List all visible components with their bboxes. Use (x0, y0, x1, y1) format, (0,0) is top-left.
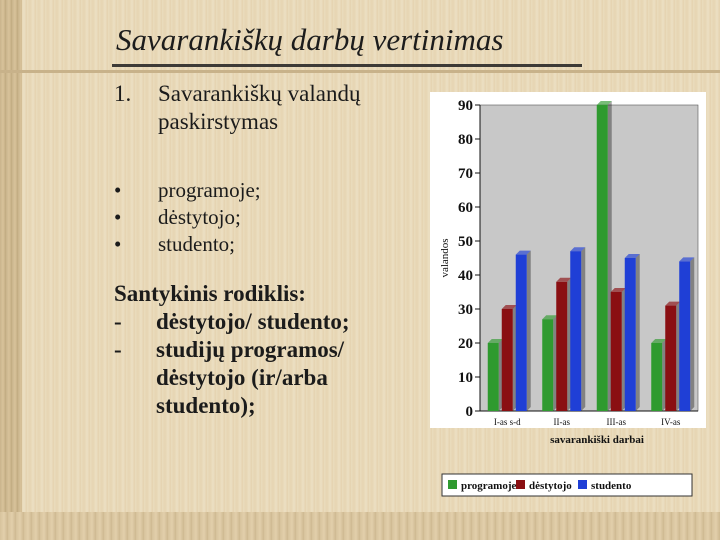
y-tick-label: 20 (458, 336, 473, 352)
bullet-dot: • (114, 232, 122, 256)
x-tick-label: I-as s-d (493, 417, 521, 427)
bar (502, 309, 513, 411)
bar-side (527, 251, 531, 411)
bar-side (636, 254, 640, 411)
bar (516, 255, 527, 411)
dash-text: dėstytojo/ studento; (156, 309, 350, 334)
bullet-text: dėstytojo; (158, 205, 241, 229)
dash-item (114, 308, 426, 336)
bar-chart (418, 88, 708, 500)
legend-label: programoje (461, 480, 517, 492)
x-tick-label: II-as (553, 417, 570, 427)
bar (597, 105, 608, 411)
dash-text: studijų programos/ dėstytojo (ir/arba studento); (156, 337, 345, 418)
legend-label: studento (591, 480, 632, 492)
y-tick-label: 70 (458, 166, 473, 182)
bar (679, 261, 690, 411)
item-text: Savarankiškų valandų paskirstymas (158, 81, 361, 134)
x-tick-label: IV-as (661, 417, 681, 427)
dash-symbol: - (114, 337, 122, 362)
y-tick-label: 30 (458, 302, 473, 318)
y-tick-label: 80 (458, 132, 473, 148)
y-tick-label: 50 (458, 234, 473, 250)
bar-side (690, 257, 694, 411)
bar (542, 319, 553, 411)
y-axis-label: valandos (439, 238, 451, 278)
y-tick-label: 10 (458, 370, 473, 386)
x-tick-label: III-as (606, 417, 626, 427)
dash-symbol: - (114, 309, 122, 334)
bar (488, 343, 499, 411)
bar (570, 251, 581, 411)
left-decorative-bar (0, 0, 22, 540)
header-band (0, 70, 720, 73)
y-tick-label: 90 (458, 98, 473, 114)
x-axis-label: savarankiški darbai (550, 434, 644, 446)
bullet-text: programoje; (158, 178, 261, 202)
legend-label: dėstytojo (529, 480, 572, 492)
bullet-text: studento; (158, 232, 235, 256)
title-underline (112, 64, 582, 67)
ratio-heading: Santykinis rodiklis: (114, 281, 306, 306)
item-number: 1. (114, 81, 132, 106)
legend-swatch (448, 480, 457, 489)
bar (556, 282, 567, 411)
bar-side (581, 247, 585, 411)
y-tick-label: 40 (458, 268, 473, 284)
y-tick-label: 60 (458, 200, 473, 216)
dash-item (114, 336, 426, 420)
bar (665, 306, 676, 411)
bullet-dot: • (114, 205, 122, 229)
ratio-section (114, 280, 426, 420)
bar (611, 292, 622, 411)
bottom-decorative-band (0, 512, 720, 540)
bar (651, 343, 662, 411)
legend-swatch (578, 480, 587, 489)
y-tick-label: 0 (465, 404, 473, 420)
bar (625, 258, 636, 411)
legend-swatch (516, 480, 525, 489)
slide-title: Savarankiškų darbų vertinimas (116, 22, 504, 57)
bullet-dot: • (114, 178, 122, 202)
